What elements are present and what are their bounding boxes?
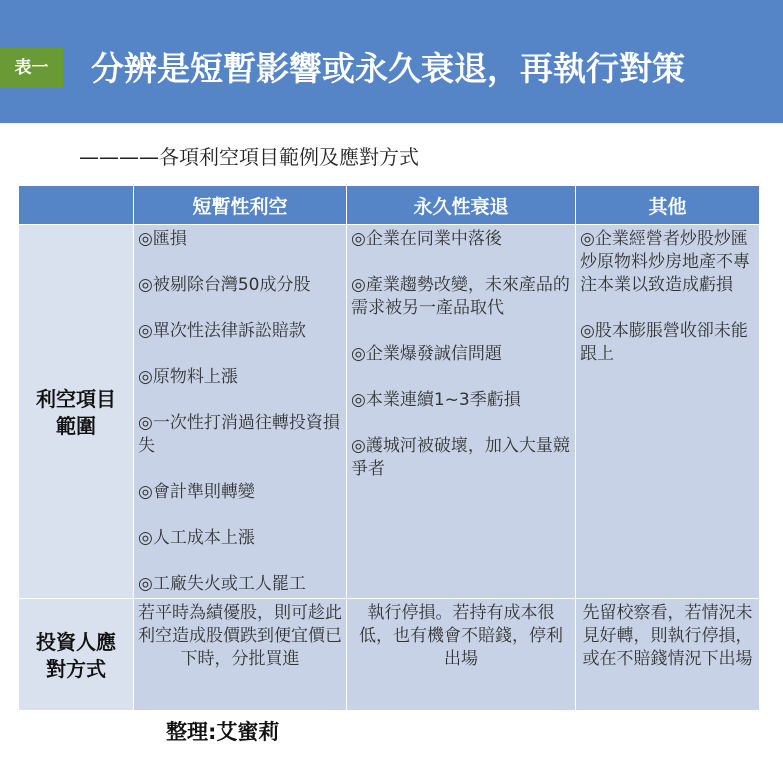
subtitle: ————各項利空項目範例及應對方式 xyxy=(79,145,419,169)
cell-scope-permanent xyxy=(347,225,576,599)
table-header-row xyxy=(19,186,760,225)
row-label-scope-text: 利空項目範圍 xyxy=(36,387,116,438)
list-item: ◎被剔除台灣50成分股 xyxy=(138,275,311,295)
header-corner-cell xyxy=(19,186,134,225)
cell-response-permanent: 執行停損。若持有成本很低，也有機會不賠錢，停利出場 xyxy=(347,599,576,711)
list-item: ◎股本膨脹營收卻未能跟上 xyxy=(580,321,748,364)
list-item: ◎企業經營者炒股炒匯炒原物料炒房地產不專注本業以致造成虧損 xyxy=(580,229,750,295)
list-item: ◎單次性法律訴訟賠款 xyxy=(138,321,306,341)
list-item: ◎護城河被破壞，加入大量競爭者 xyxy=(351,436,570,479)
list-item: ◎產業趨勢改變，未來產品的需求被另一產品取代 xyxy=(351,275,570,318)
list-item: ◎人工成本上漲 xyxy=(138,528,255,548)
row-label-response-text: 投資人應對方式 xyxy=(36,630,116,681)
list-item: ◎一次性打消過往轉投資損失 xyxy=(138,413,340,456)
cell-scope-other xyxy=(576,225,760,599)
list-item: ◎本業連續1~3季虧損 xyxy=(351,390,521,410)
list-item: ◎會計準則轉變 xyxy=(138,482,255,502)
credit-line: 整理:艾蜜莉 xyxy=(166,720,280,744)
row-label-response xyxy=(19,599,134,711)
cell-scope-short-term xyxy=(134,225,347,599)
row-label-scope xyxy=(19,225,134,599)
table-number-tag: 表一 xyxy=(0,48,63,88)
header-permanent: 永久性衰退 xyxy=(347,186,576,225)
cell-response-other: 先留校察看，若情況未見好轉，則執行停損，或在不賠錢情況下出場 xyxy=(576,599,760,711)
header-short-term: 短暫性利空 xyxy=(134,186,347,225)
table-row-response xyxy=(19,599,760,711)
strategy-table xyxy=(18,185,760,711)
list-item: ◎企業爆發誠信問題 xyxy=(351,344,502,364)
page-title: 分辨是短暫影響或永久衰退，再執行對策 xyxy=(91,49,685,88)
list-item: ◎企業在同業中落後 xyxy=(351,229,502,249)
table-row-scope xyxy=(19,225,760,599)
list-item: ◎工廠失火或工人罷工 xyxy=(138,574,306,594)
header-other: 其他 xyxy=(576,186,760,225)
cell-response-short-term: 若平時為績優股，則可趁此利空造成股價跌到便宜價已下時，分批買進 xyxy=(134,599,347,711)
list-item: ◎原物料上漲 xyxy=(138,367,238,387)
list-item: ◎匯損 xyxy=(138,229,187,249)
